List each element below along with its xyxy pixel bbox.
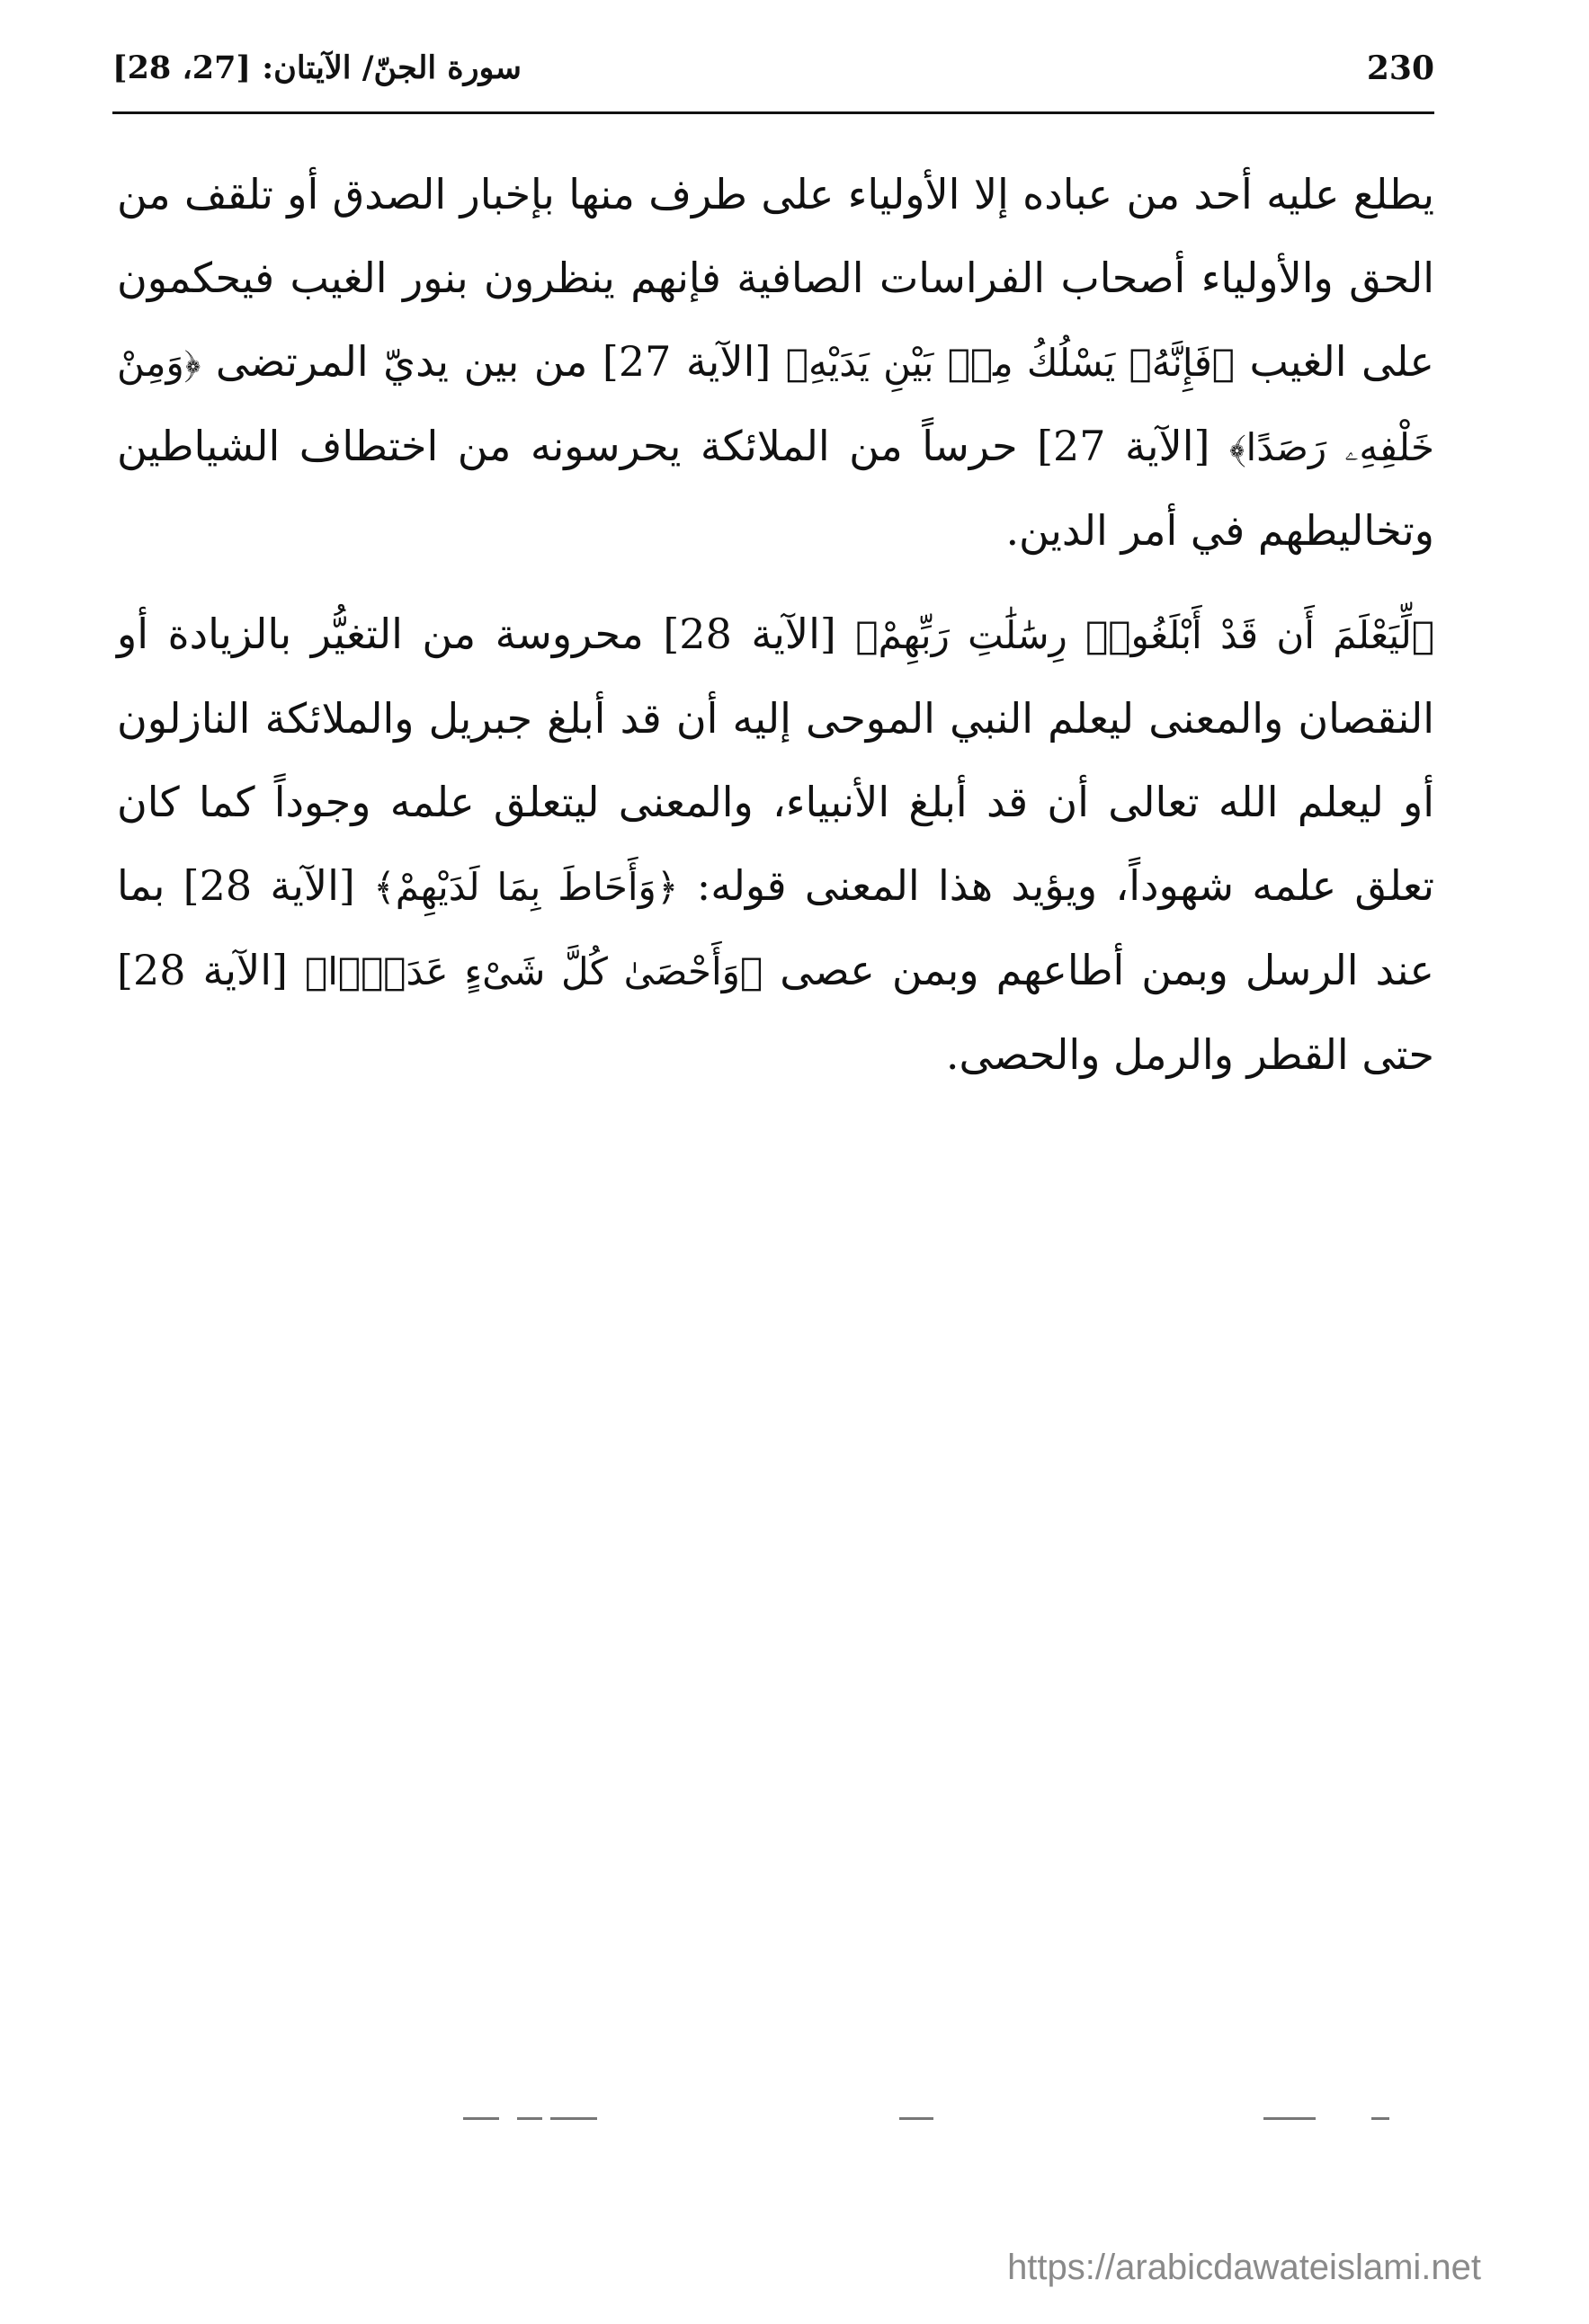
quran-verse: ﴿وَأَحْصَىٰ كُلَّ شَىْءٍ عَدَدًۢا﴾ (305, 949, 763, 993)
scan-artifact-marks (0, 2117, 1589, 2126)
page-number: 230 (1366, 49, 1434, 87)
watermark-url: https://arabicdawateislami.net (1007, 2248, 1481, 2287)
quran-verse: ﴿وَمِنْ خَلْفِهِۦ رَصَدًا﴾ (117, 341, 1434, 469)
text-run: [الآية 28] حتى القطر والرمل والحصى. (117, 946, 1434, 1079)
running-title: سورة الجنّ/ الآيتان: [27، 28] (112, 49, 522, 86)
scan-mark (1371, 2117, 1389, 2120)
page-header (112, 49, 1434, 103)
paragraph-2 (117, 592, 1434, 1097)
body-text (117, 153, 1434, 1117)
text-run: [الآية 28] محروسة من التغيُّر بالزيادة أو النقصان والمعنى ليعلم النبي الموحى إليه أن قد أبلغ جبريل والملائكة النازلون أو ليعلم الله تعالى أن قد أبلغ الأنبياء، والمعنى ليتعلق علمه وجوداً كما كان تعلق علمه شهوداً، ويؤيد هذا المعنى قوله: (117, 610, 1435, 910)
quran-verse: ﴿فَإِنَّهُۥ يَسْلُكُ مِنۢ بَيْنِ يَدَيْهِ﴾ (785, 341, 1235, 385)
scan-mark (1263, 2117, 1316, 2120)
header-rule (112, 111, 1434, 114)
quran-verse: ﴿لِّيَعْلَمَ أَن قَدْ أَبْلَغُوا۟ رِسَٰلَٰتِ رَبِّهِمْ﴾ (855, 613, 1435, 657)
scan-mark (463, 2117, 499, 2120)
scan-mark (517, 2117, 542, 2120)
scan-mark (550, 2117, 597, 2120)
text-run: [الآية 27] من بين يديّ المرتضى (201, 337, 786, 386)
quran-verse: ﴿وَأَحَاطَ بِمَا لَدَيْهِمْ﴾ (373, 865, 679, 909)
scan-mark (899, 2117, 933, 2120)
text-run: [الآية 27] حرساً من الملائكة يحرسونه من اختطاف الشياطين وتخاليطهم في أمر الدين. (117, 422, 1434, 555)
text-run: [الآية 28] بما عند الرسل وبمن أطاعهم وبمن عصى (117, 861, 1434, 994)
text-run: يطلع عليه أحد من عباده إلا الأولياء على طرف منها بإخبار الصدق أو تلقف من الحق والأولياء أصحاب الفراسات الصافية فإنهم ينظرون بنور الغيب فيحكمون على الغيب (117, 170, 1435, 386)
paragraph-1 (117, 153, 1434, 573)
